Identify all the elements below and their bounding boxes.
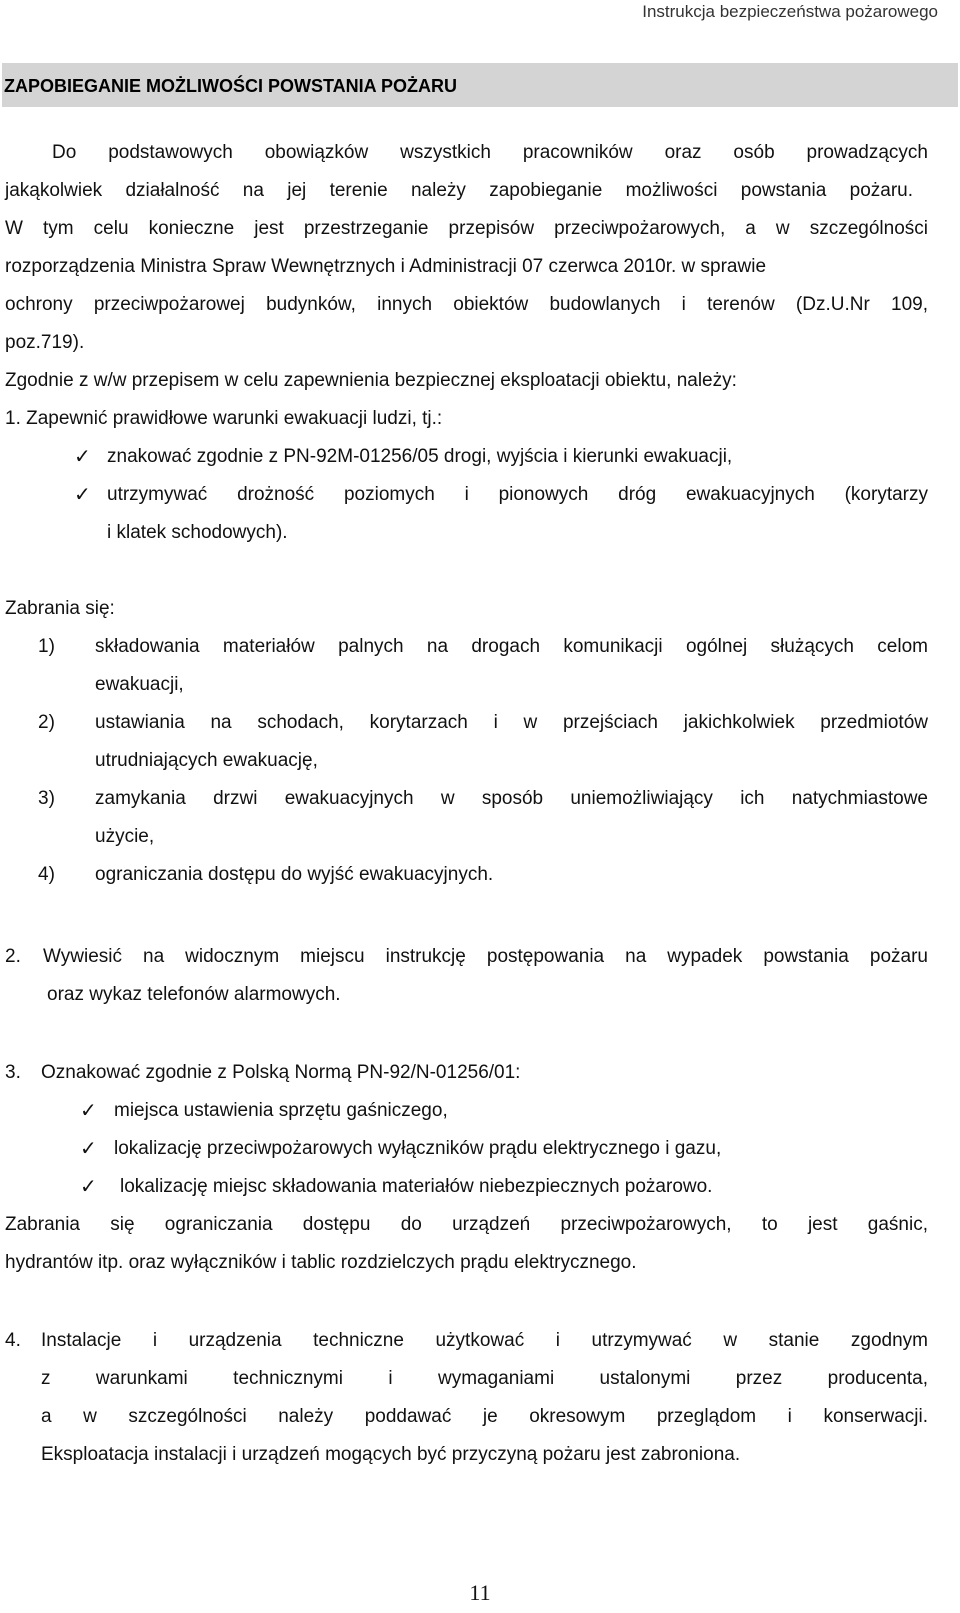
- intro-line-4: rozporządzenia Ministra Spraw Wewnętrznych i Administracji 07 czerwca 2010r. w sprawie: [5, 256, 767, 277]
- intro-line-5: ochrony przeciwpożarowej budynków, innych obiektów budowlanych i terenów (Dz.U.Nr 109,: [5, 294, 928, 315]
- prohibitions-heading: Zabrania się:: [5, 598, 115, 619]
- intro-according: Zgodnie z w/w przepisem w celu zapewnienia bezpiecznej eksploatacji obiektu, należy:: [5, 370, 737, 391]
- check-icon: ✓: [80, 1100, 97, 1122]
- section-title: ZAPOBIEGANIE MOŻLIWOŚCI POWSTANIA POŻARU: [4, 76, 457, 96]
- item3-num: 3.: [5, 1062, 21, 1083]
- check-icon: ✓: [80, 1138, 97, 1160]
- intro-line-1: Do podstawowych obowiązków wszystkich pracowników oraz osób prowadzących: [52, 142, 928, 163]
- item2-num: 2.: [5, 946, 21, 967]
- prohibition-3-num: 3): [38, 788, 55, 809]
- prohibition-3-line-1: zamykania drzwi ewakuacyjnych w sposób uniemożliwiający ich natychmiastowe: [95, 788, 928, 809]
- item4-line-4: Eksploatacja instalacji i urządzeń mogących być przyczyną pożaru jest zabroniona.: [41, 1444, 741, 1465]
- intro-line-3: W tym celu konieczne jest przestrzeganie przepisów przeciwpożarowych, a w szczególności: [5, 218, 928, 239]
- item2-line-1: Wywiesić na widocznym miejscu instrukcję postępowania na wypadek powstania pożaru: [43, 946, 928, 967]
- item3-after-line-2: hydrantów itp. oraz wyłączników i tablic rozdzielczych prądu elektrycznego.: [5, 1252, 637, 1273]
- item4-line-2: z warunkami technicznymi i wymaganiami ustalonymi przez producenta,: [41, 1368, 928, 1389]
- item4-line-3: a w szczególności należy poddawać je okresowym przeglądom i konserwacji.: [41, 1406, 928, 1427]
- check-icon: ✓: [80, 1176, 97, 1198]
- check-icon: ✓: [74, 484, 91, 506]
- check-icon: ✓: [74, 446, 91, 468]
- item3-after-line-1: Zabrania się ograniczania dostępu do urządzeń przeciwpożarowych, to jest gaśnic,: [5, 1214, 928, 1235]
- item2-line-2: oraz wykaz telefonów alarmowych.: [47, 984, 341, 1005]
- item3-bullet-3: lokalizację miejsc składowania materiałów niebezpiecznych pożarowo.: [120, 1176, 713, 1197]
- prohibition-4-num: 4): [38, 864, 55, 885]
- page-number: 11: [469, 1580, 491, 1605]
- prohibition-2-line-2: utrudniających ewakuację,: [95, 750, 318, 771]
- prohibition-1-num: 1): [38, 636, 55, 657]
- prohibition-4-line-1: ograniczania dostępu do wyjść ewakuacyjnych.: [95, 864, 494, 885]
- prohibition-3-line-2: użycie,: [95, 826, 155, 847]
- prohibition-2-num: 2): [38, 712, 55, 733]
- item4-line-1: Instalacje i urządzenia techniczne użytkować i utrzymywać w stanie zgodnym: [41, 1330, 928, 1351]
- item3-heading: Oznakować zgodnie z Polską Normą PN-92/N-01256/01:: [41, 1062, 521, 1083]
- item3-bullet-2: lokalizację przeciwpożarowych wyłączników prądu elektrycznego i gazu,: [114, 1138, 722, 1159]
- running-header: Instrukcja bezpieczeństwa pożarowego: [642, 2, 938, 21]
- item1-bullet-2: utrzymywać drożność poziomych i pionowych dróg ewakuacyjnych (korytarzy: [107, 484, 928, 505]
- intro-line-2: jakąkolwiek działalność na jej terenie należy zapobieganie możliwości powstania pożaru.: [5, 180, 913, 201]
- item3-bullet-1: miejsca ustawienia sprzętu gaśniczego,: [114, 1100, 448, 1121]
- prohibition-2-line-1: ustawiania na schodach, korytarzach i w przejściach jakichkolwiek przedmiotów: [95, 712, 928, 733]
- item1-bullet-2-cont: i klatek schodowych).: [107, 522, 288, 543]
- item1-heading: 1. Zapewnić prawidłowe warunki ewakuacji ludzi, tj.:: [5, 408, 443, 429]
- prohibition-1-line-2: ewakuacji,: [95, 674, 184, 695]
- item1-bullet-1: znakować zgodnie z PN-92M-01256/05 drogi, wyjścia i kierunki ewakuacji,: [107, 446, 733, 467]
- prohibition-1-line-1: składowania materiałów palnych na drogach komunikacji ogólnej służących celom: [95, 636, 928, 657]
- intro-line-6: poz.719).: [5, 332, 85, 353]
- item4-num: 4.: [5, 1330, 21, 1351]
